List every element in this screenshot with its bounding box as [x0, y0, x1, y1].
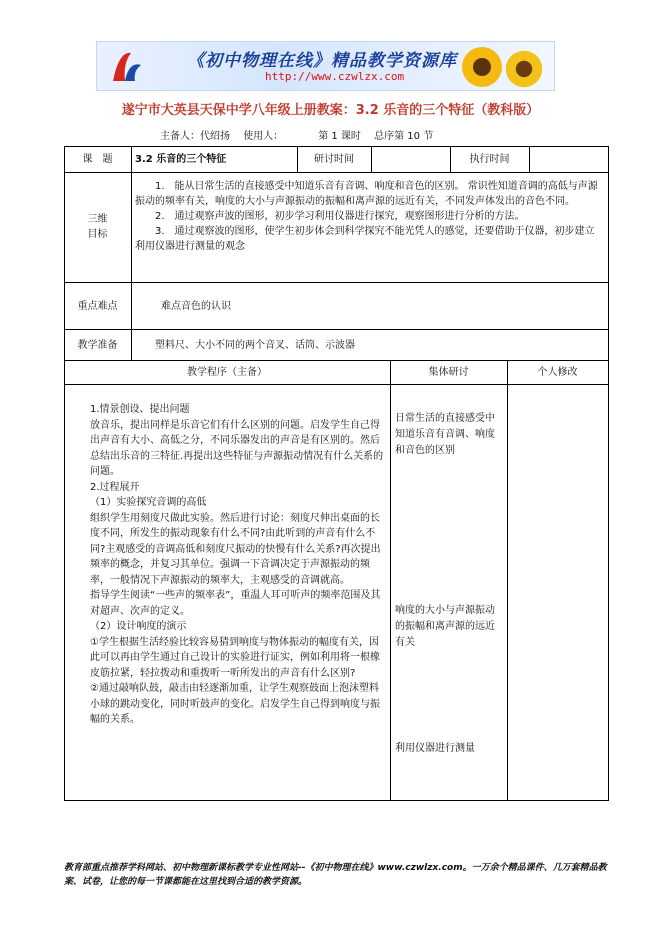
prep-label: 教学准备	[77, 340, 118, 351]
period: 第 1 课时	[318, 131, 361, 142]
personal-header: 个人修改	[537, 367, 578, 378]
goals-label: 三维 目标	[87, 214, 108, 240]
topic-value: 3.2 乐音的三个特征	[135, 154, 227, 165]
preparer-name: 代绍扬	[200, 131, 230, 142]
sunflower-icon	[503, 48, 545, 90]
collective-note: 响度的大小与声源振动的振幅和离声源的远近有关	[395, 605, 495, 648]
lesson-meta	[160, 127, 433, 142]
topic-label: 课 题	[82, 154, 113, 165]
banner-title: 《初中物理在线》精品教学资源库	[187, 51, 457, 71]
goal-item: 2. 通过观察声波的图形，初步学习利用仪器进行探究，观察图形进行分析的方法。	[155, 211, 525, 222]
goal-item: 1. 能从日常生活的直接感受中知道乐音有音调、响度和音色的区别。 常识性知道音调的高低与声源振动的频率有关，响度的大小与声源振动的振幅和离声源的远近有关，不同发声体发出的音色不同。	[135, 181, 598, 207]
site-logo-icon	[109, 47, 145, 85]
difficulty-label: 重点难点	[77, 301, 118, 312]
site-banner	[96, 41, 555, 91]
preparer-label: 主备人：	[160, 131, 200, 142]
procedure-paragraph: 指导学生阅读“一些声的频率表”，重温人耳可听声的频率范围及其对超声、次声的定义。	[90, 590, 381, 617]
procedure-paragraph: 2.过程展开	[90, 481, 140, 493]
procedure-paragraph: （1）实验探究音调的高低	[90, 497, 207, 508]
difficulty-value: 难点音色的认识	[161, 301, 231, 312]
procedure-header: 教学程序（主备）	[187, 367, 267, 378]
procedure-paragraph: ②通过敲响队鼓，敲击由轻逐渐加重，让学生观察鼓面上泡沫塑料小球的跳动变化，同时听鼓声的变化。启发学生自己得到响度与振幅的关系。	[90, 683, 380, 725]
review-time-label: 研讨时间	[314, 154, 354, 165]
collective-header: 集体研讨	[428, 367, 469, 378]
procedure-paragraph: 组织学生用刻度尺做此实验。然后进行讨论：刻度尺伸出桌面的长度不同，所发生的振动现象有什么不同?由此听到的声音有什么不同?主观感受的音调高低和刻度尺振动的快慢有什么关系?再次提出频率的概念，并复习其单位。强调一下音调决定于声源振动的频率，一般情况下声源振动的频率大，主观感受的音调就高。	[90, 512, 381, 586]
total-sequence: 总序第 10 节	[374, 131, 434, 142]
procedure-paragraph: （2）设计响度的演示	[90, 621, 187, 632]
collective-note: 日常生活的直接感受中知道乐音有音调、响度和音色的区别	[395, 413, 495, 456]
procedure-paragraph: 放音乐，提出同样是乐音它们有什么区别的问题。启发学生自己得出声音有大小、高低之分，不同乐器发出的声音是有区别的。然后总结出乐音的三特征.再提出这些特征与声源振动情况有什么关系的问题。	[90, 419, 384, 477]
banner-url: http://www.czwlzx.com	[265, 70, 405, 83]
prep-value: 塑料尺、大小不同的两个音叉、话筒、示波器	[155, 340, 355, 351]
procedure-content	[90, 402, 388, 728]
goal-item: 3. 通过观察波的图形，使学生初步体会到科学探究不能光凭人的感觉，还要借助于仪器，初步建立利用仪器进行测量的观念	[135, 226, 595, 252]
procedure-paragraph: ①学生根据生活经验比较容易猜到响度与物体振动的幅度有关，因此可以再由学生通过自己设计的实验进行证实，例如利用将一根橡皮筋拉紧，轻拉拨动和重拨听一听所发出的声音有什么区别?	[90, 636, 380, 679]
collective-note: 利用仪器进行测量	[395, 743, 475, 754]
procedure-paragraph: 1.情景创设、提出问题	[90, 404, 190, 415]
sunflower-icon	[459, 44, 505, 90]
goals-content	[135, 179, 604, 254]
lesson-plan-table	[64, 146, 609, 801]
exec-time-label: 执行时间	[469, 154, 510, 165]
user-label: 使用人：	[243, 131, 279, 142]
document-title: 遂宁市大英县天保中学八年级上册教案：3.2 乐音的三个特征（教科版）	[121, 103, 540, 118]
page-footer: 教育部重点推荐学科网站、初中物理新课标教学专业性网站--《初中物理在线》www.czwlzx.com。一万余个精品课件、几万套精品教案、试卷，让您的每一节课都能在这里找到合适的教学资源。	[64, 863, 607, 887]
